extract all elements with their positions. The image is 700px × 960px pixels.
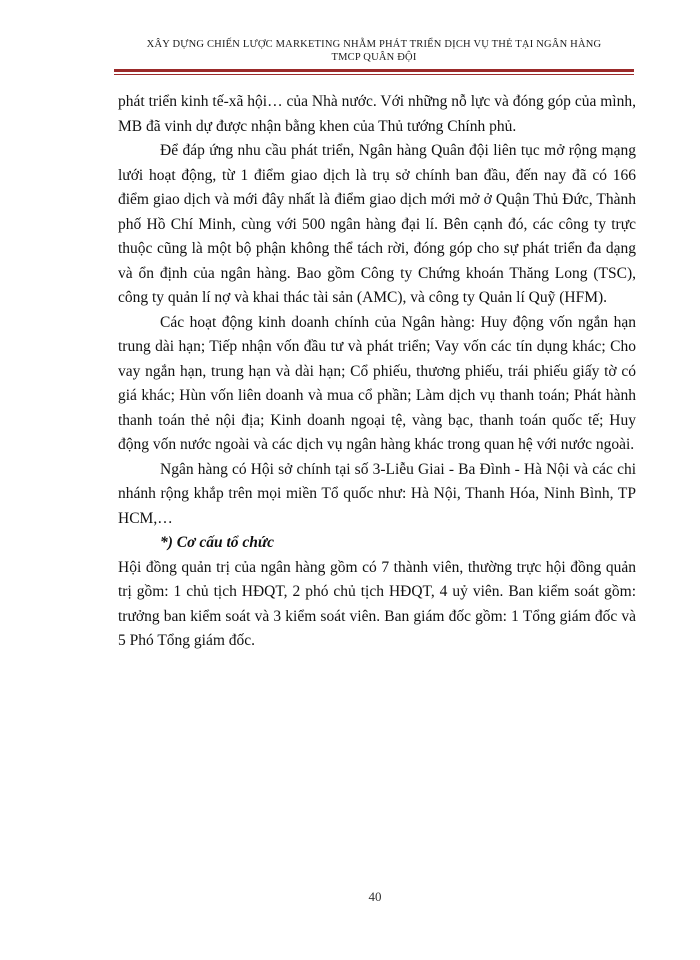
body-text bbox=[118, 90, 636, 654]
paragraph-network-expansion: Để đáp ứng nhu cầu phát triển, Ngân hàng Quân đội liên tục mở rộng mạng lưới hoạt động, từ 1 điểm giao dịch là trụ sở chính ban đầu, đến nay đã có 166 điểm giao dịch và mới đây nhất là điểm giao dịch mới mở ở Quận Thủ Đức, Thành phố Hồ Chí Minh, cùng với 500 ngân hàng đại lí. Bên cạnh đó, các công ty trực thuộc cũng là một bộ phận không thể tách rời, đóng góp cho sự phát triển đa dạng và ổn định của ngân hàng. Bao gồm Công ty Chứng khoán Thăng Long (TSC), công ty quản lí nợ và khai thác tài sản (AMC), và công ty Quản lí Quỹ (HFM). bbox=[118, 142, 636, 306]
page-number: 40 bbox=[368, 889, 382, 904]
paragraph-continuation: phát triển kinh tế-xã hội… của Nhà nước. Với những nỗ lực và đóng góp của mình, MB đã vinh dự được nhận bằng khen của Thủ tướng Chính phủ. bbox=[118, 93, 636, 135]
running-header-line-2: TMCP QUÂN ĐỘI bbox=[331, 52, 417, 63]
running-header-line-1: XÂY DỰNG CHIẾN LƯỢC MARKETING NHẰM PHÁT TRIỂN DỊCH VỤ THẺ TẠI NGÂN HÀNG bbox=[146, 39, 602, 50]
paragraph-business-activities: Các hoạt động kinh doanh chính của Ngân hàng: Huy động vốn ngắn hạn trung dài hạn; Tiếp nhận vốn đầu tư và phát triển; Vay vốn các tín dụng khác; Cho vay ngắn hạn, trung hạn và dài hạn; Cổ phiếu, thương phiếu, trái phiếu giấy tờ có giá khác; Hùn vốn liên doanh và mua cổ phần; Làm dịch vụ thanh toán; Phát hành thanh toán thẻ nội địa; Kinh doanh ngoại tệ, vàng bạc, thanh toán quốc tế; Huy động vốn nước ngoài và các dịch vụ ngân hàng khác trong quan hệ với nước ngoài. bbox=[118, 313, 636, 453]
header-rule-thin bbox=[114, 74, 634, 75]
paragraph-head-office: Ngân hàng có Hội sở chính tại số 3-Liễu Giai - Ba Đình - Hà Nội và các chi nhánh rộng khắp trên mọi miền Tổ quốc như: Hà Nội, Thanh Hóa, Ninh Bình, TP HCM,… bbox=[118, 460, 636, 527]
section-heading: *) Cơ cấu tổ chức bbox=[160, 534, 275, 551]
paragraph-organization-structure: Hội đồng quản trị của ngân hàng gồm có 7 thành viên, thường trực hội đồng quản trị gồm: 1 chủ tịch HĐQT, 2 phó chủ tịch HĐQT, 4 uỷ viên. Ban kiểm soát gồm: trưởng ban kiểm soát và 3 kiểm soát viên. Ban giám đốc gồm: 1 Tổng giám đốc và 5 Phó Tổng giám đốc. bbox=[118, 558, 636, 649]
running-header bbox=[114, 38, 634, 64]
header-rule-thick bbox=[114, 69, 634, 72]
